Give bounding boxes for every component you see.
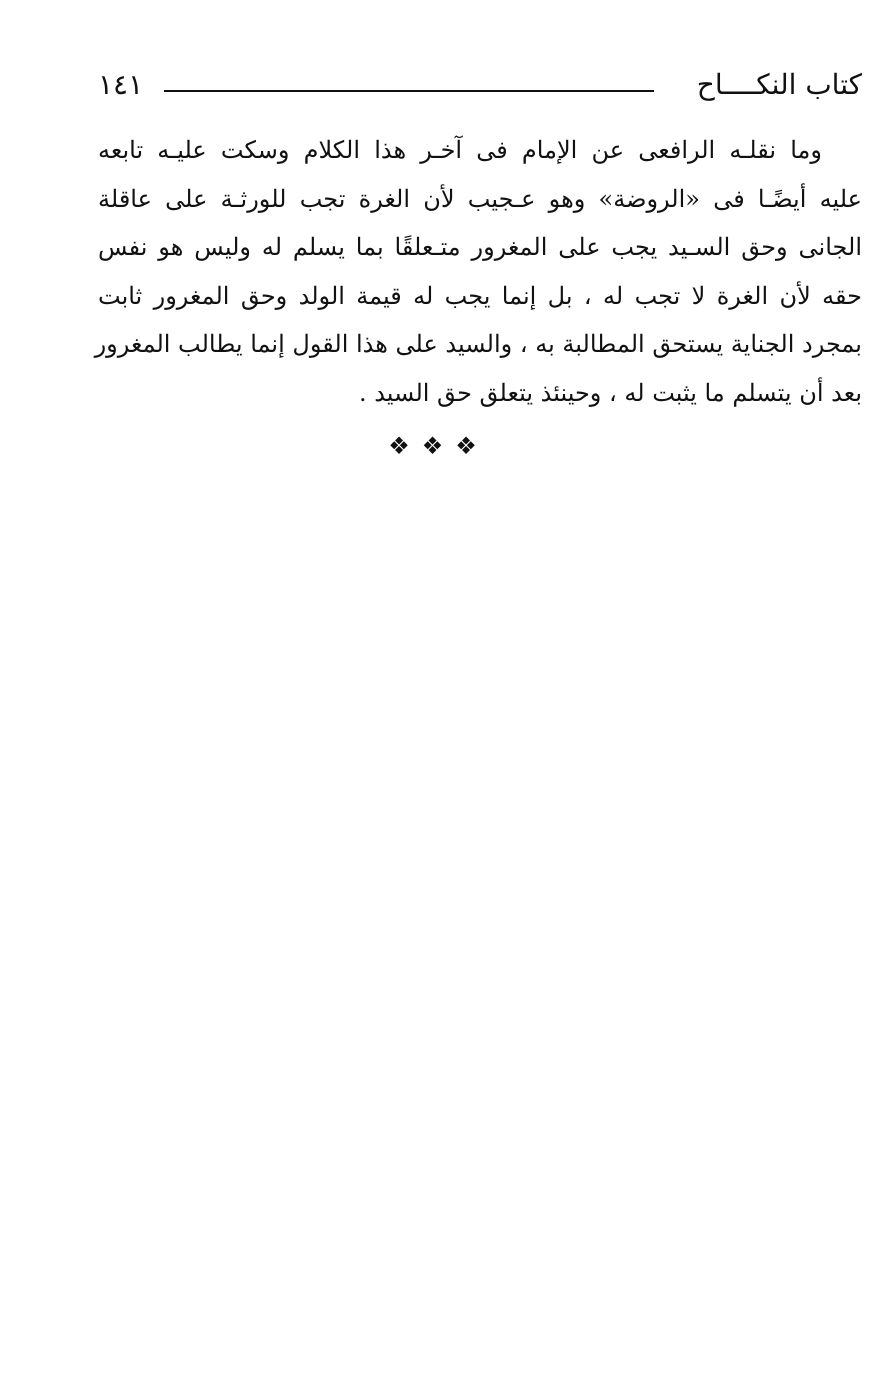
body-paragraph bbox=[94, 126, 862, 417]
diamond-ornament-icon: ❖ bbox=[388, 432, 418, 460]
header-rule bbox=[164, 90, 654, 92]
running-title: كتاب النكــــاح bbox=[696, 68, 862, 101]
section-end-ornament bbox=[0, 431, 873, 461]
text-line: حقه لأن الغرة لا تجب له ، بل إنما يجب له قيمة الولد وحق المغرور ثابت bbox=[98, 281, 862, 310]
text-line: بعد أن يتسلم ما يثبت له ، وحينئذ يتعلق حق السيد . bbox=[358, 378, 862, 407]
text-line: وما نقلـه الرافعى عن الإمام فى آخـر هذا الكلام وسكت عليـه تابعه bbox=[98, 136, 823, 164]
text-line: عليه أيضًـا فى «الروضة» وهو عـجيب لأن الغرة تجب للورثـة على عاقلة bbox=[98, 184, 862, 213]
page-header bbox=[98, 62, 862, 110]
text-line: الجانى وحق السـيد يجب على المغرور متـعلقًا بما يسلم له وليس هو نفس bbox=[98, 233, 862, 261]
text-line: بمجرد الجناية يستحق المطالبة به ، والسيد على هذا القول إنما يطالب المغرور bbox=[94, 330, 862, 358]
diamond-ornament-icon: ❖ bbox=[421, 432, 452, 460]
page-number: ١٤١ bbox=[98, 68, 144, 101]
diamond-ornament-icon: ❖ bbox=[455, 432, 485, 460]
